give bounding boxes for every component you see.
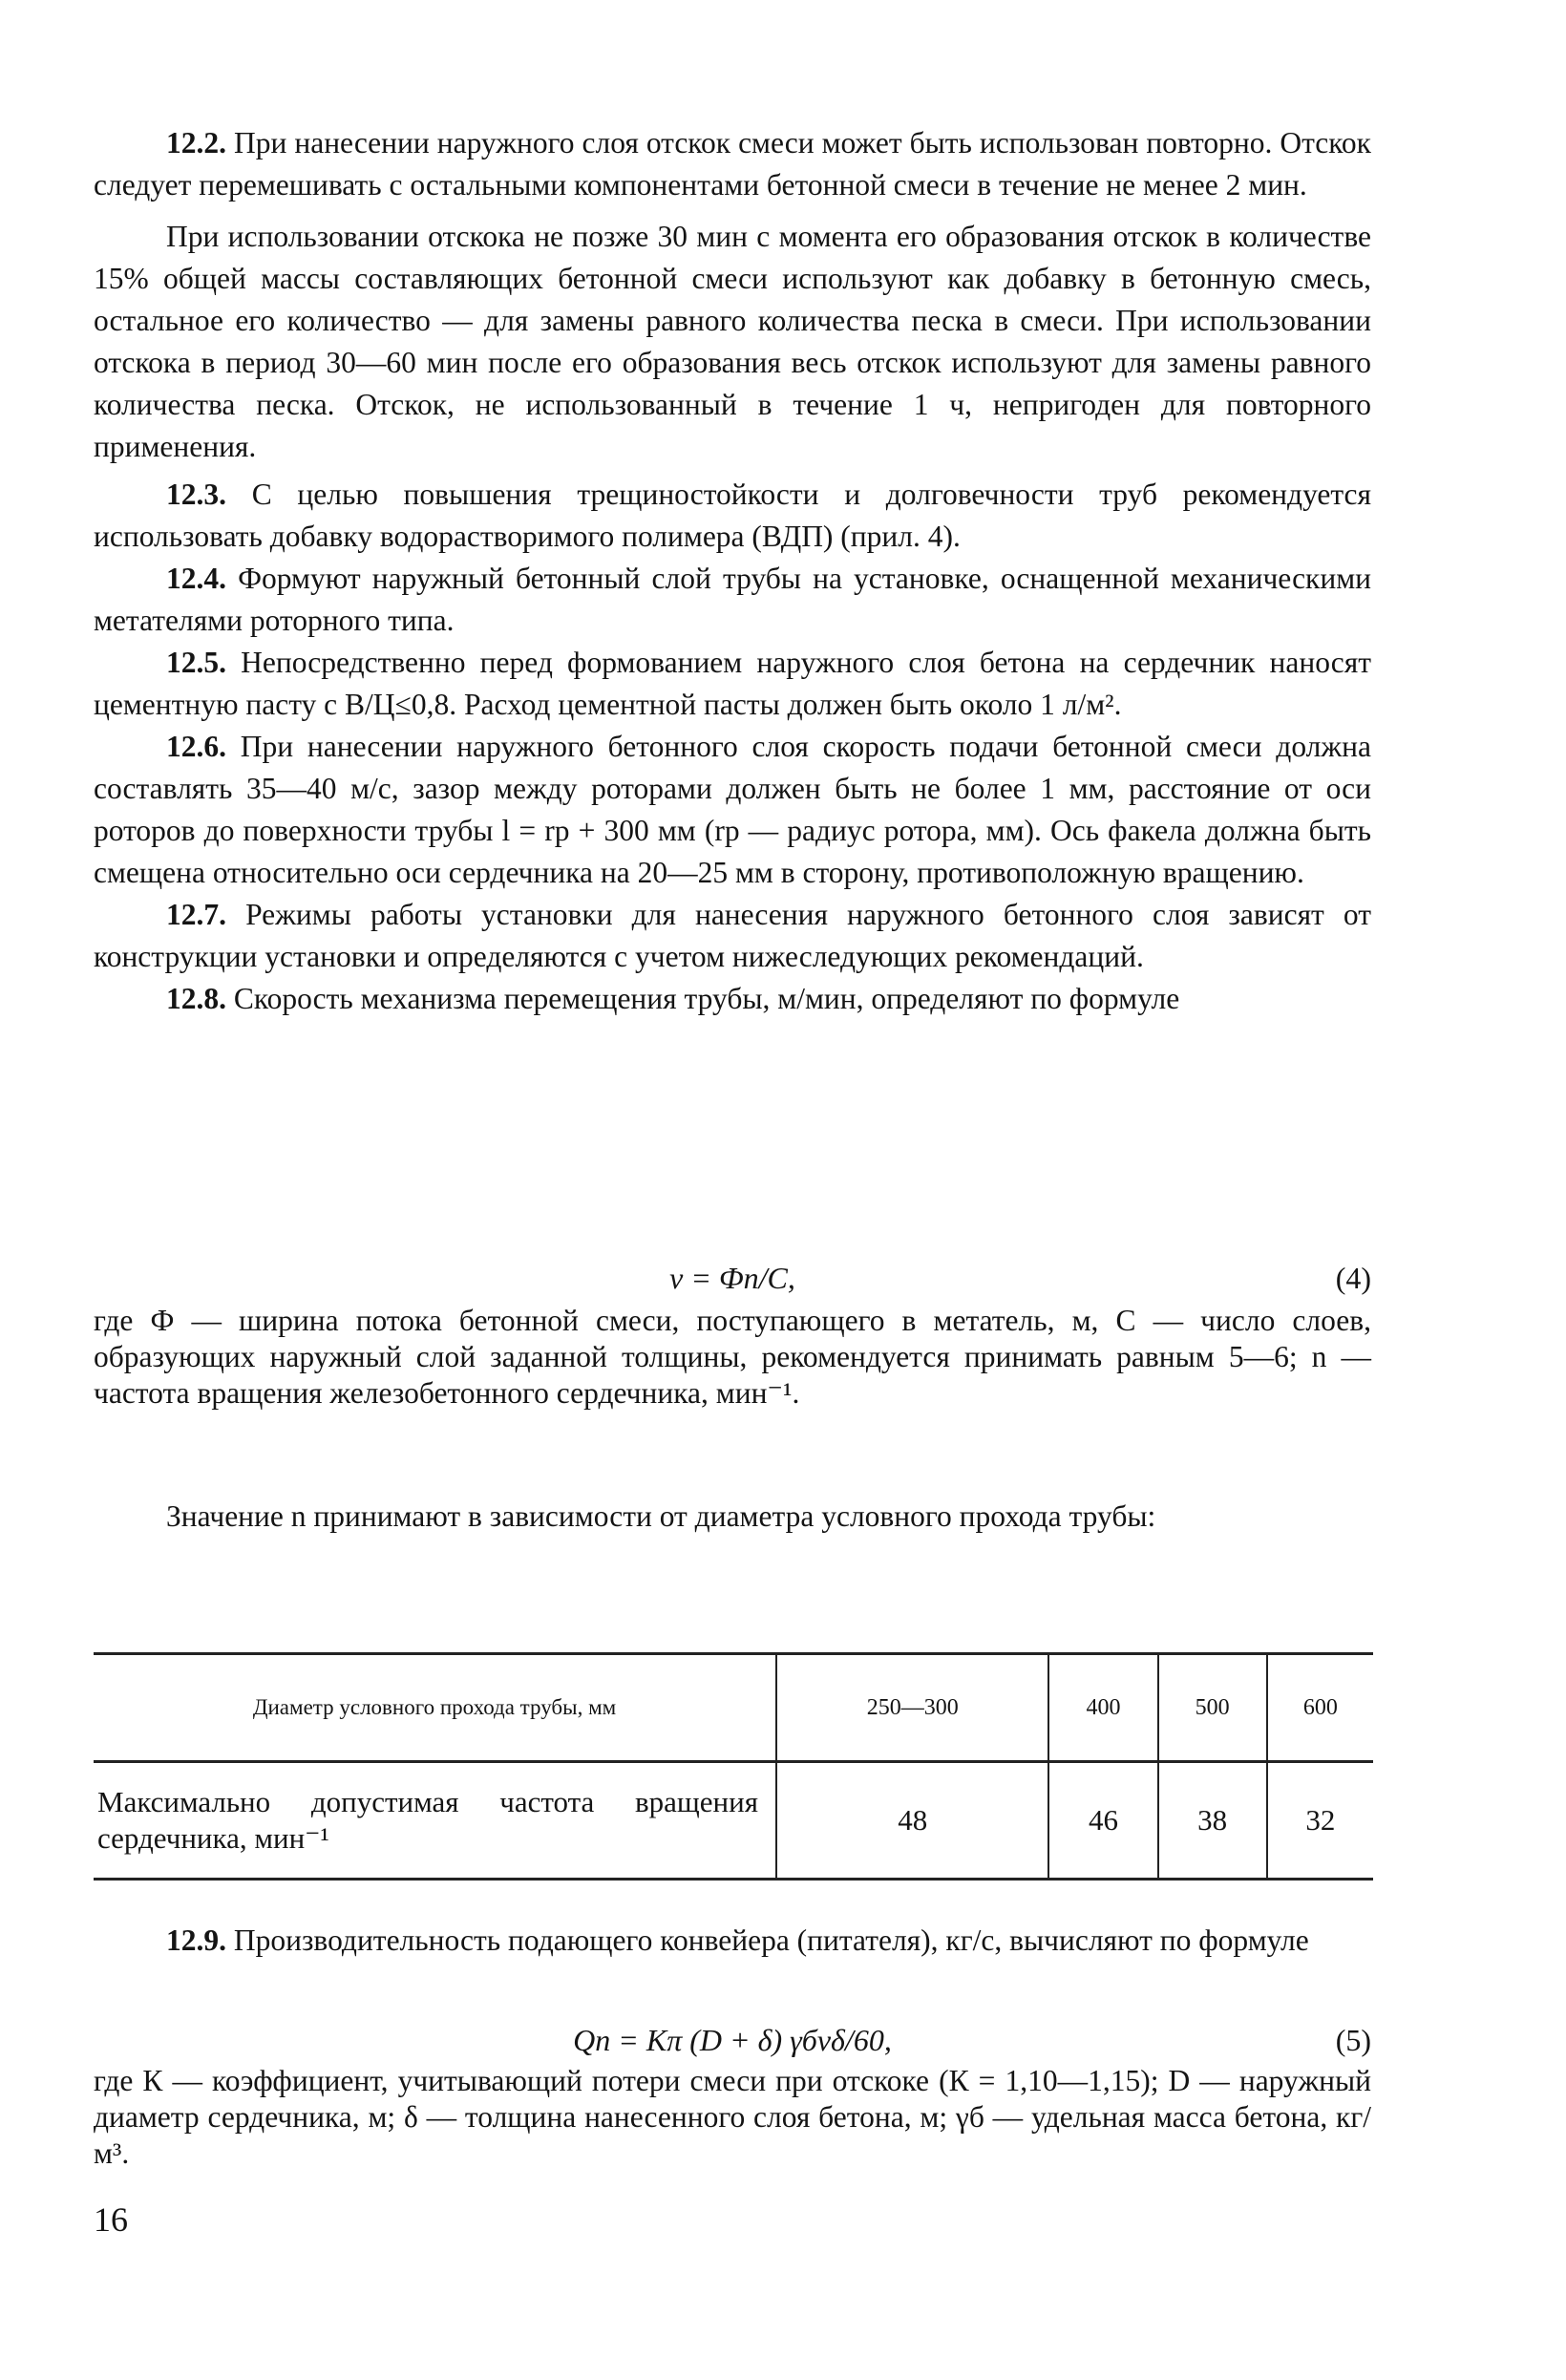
paragraph-12-7 xyxy=(94,894,1371,978)
section-number: 12.5. xyxy=(166,646,226,679)
table-cell-value: 46 xyxy=(1048,1762,1157,1880)
formula-number: (4) xyxy=(1335,1261,1371,1295)
formula-expression: v = Фn/C, xyxy=(669,1261,795,1295)
section-number: 12.4. xyxy=(166,562,226,595)
paragraph-12-8 xyxy=(94,978,1371,1020)
page-number: 16 xyxy=(94,2200,128,2239)
section-number: 12.8. xyxy=(166,982,226,1015)
text-block-main xyxy=(94,122,1371,1020)
formula-5-legend: где К — коэффициент, учитывающий потери смеси при отскоке (К = 1,10—1,15); D — наружный диаметр сердечника, м; δ — толщина нанесенного слоя бетона, м; γб — удельная масса бетона, кг/м³. xyxy=(94,2064,1371,2170)
table-cell-value: 32 xyxy=(1267,1762,1373,1880)
table-cell-value: 38 xyxy=(1158,1762,1267,1880)
formula-4 xyxy=(94,1257,1371,1299)
section-number: 12.7. xyxy=(166,898,226,931)
table-header-diameter: 600 xyxy=(1267,1654,1373,1762)
section-number: 12.3. xyxy=(166,478,226,511)
text-block-where-4 xyxy=(94,1303,1371,1412)
formula-expression: Qп = Kπ (D + δ) γбvδ/60, xyxy=(573,2023,892,2057)
paragraph-12-4 xyxy=(94,558,1371,642)
paragraph-text: С целью повышения трещиностойкости и долговечности труб рекомендуется использовать добавку водорастворимого полимера (ВДП) (прил. 4). xyxy=(94,478,1371,553)
rotation-frequency-table xyxy=(94,1652,1373,1881)
text-block-where-5 xyxy=(94,2063,1371,2172)
paragraph-rebound-usage xyxy=(94,216,1371,468)
table-row-label: Максимально допустимая частота вращения сердечника, мин⁻¹ xyxy=(94,1762,776,1880)
section-number: 12.9. xyxy=(166,1923,226,1957)
paragraph-12-3 xyxy=(94,474,1371,558)
table-header-diameter: 400 xyxy=(1048,1654,1157,1762)
paragraph-text: При нанесении наружного бетонного слоя скорость подачи бетонной смеси должна составлять 35—40 м/с, зазор между роторами должен быть не более 1 мм, расстояние от оси роторов до поверхности трубы l = rр + 300 мм (rр — радиус ротора, мм). Ось факела должна быть смещена относительно оси сердечника на 20—25 мм в сторону, противоположную вращению. xyxy=(94,730,1371,889)
section-number: 12.2. xyxy=(166,126,226,159)
formula-number: (5) xyxy=(1335,2023,1371,2057)
table-cell-value: 48 xyxy=(776,1762,1048,1880)
paragraph-text: Скорость механизма перемещения трубы, м/мин, определяют по формуле xyxy=(226,982,1180,1015)
table-header-diameter: 250—300 xyxy=(776,1654,1048,1762)
text-block-n-value xyxy=(94,1496,1371,1538)
paragraph-12-2 xyxy=(94,122,1371,206)
paragraph-text: Формуют наружный бетонный слой трубы на установке, оснащенной механическими метателями роторного типа. xyxy=(94,562,1371,637)
paragraph-12-5 xyxy=(94,642,1371,726)
formula-5 xyxy=(94,2019,1371,2061)
paragraph-text: Производительность подающего конвейера (питателя), кг/с, вычисляют по формуле xyxy=(226,1923,1309,1957)
paragraph-12-9 xyxy=(94,1920,1371,1962)
paragraph-text: При использовании отскока не позже 30 мин с момента его образования отскок в количестве 15% общей массы составляющих бетонной смеси используют как добавку в бетонную смесь, остальное его количество — для замены равного количества песка в смеси. При использовании отскока в период 30—60 мин после его образования весь отскок используют для замены равного количества песка. Отскок, не использованный в течение 1 ч, непригоден для повторного применения. xyxy=(94,220,1371,463)
paragraph-12-6 xyxy=(94,726,1371,894)
table-header-row xyxy=(94,1654,1373,1762)
paragraph-text: Непосредственно перед формованием наружного слоя бетона на сердечник наносят цементную пасту с В/Ц≤0,8. Расход цементной пасты должен быть около 1 л/м². xyxy=(94,646,1371,721)
table-row xyxy=(94,1762,1373,1880)
table-header-diameter: 500 xyxy=(1158,1654,1267,1762)
paragraph-text: Режимы работы установки для нанесения наружного бетонного слоя зависят от конструкции установки и определяются с учетом нижеследующих рекомендаций. xyxy=(94,898,1371,973)
section-number: 12.6. xyxy=(166,730,226,763)
paragraph-text: При нанесении наружного слоя отскок смеси может быть использован повторно. Отскок следует перемешивать с остальными компонентами бетонной смеси в течение не менее 2 мин. xyxy=(94,126,1371,202)
text-block-12-9 xyxy=(94,1920,1371,1962)
table-header-label: Диаметр условного прохода трубы, мм xyxy=(94,1654,776,1762)
paragraph-n-value: Значение n принимают в зависимости от диаметра условного прохода трубы: xyxy=(166,1499,1156,1533)
formula-4-legend: где Ф — ширина потока бетонной смеси, поступающего в метатель, м, С — число слоев, образующих наружный слой заданной толщины, рекомендуется принимать равным 5—6; n — частота вращения железобетонного сердечника, мин⁻¹. xyxy=(94,1304,1371,1410)
